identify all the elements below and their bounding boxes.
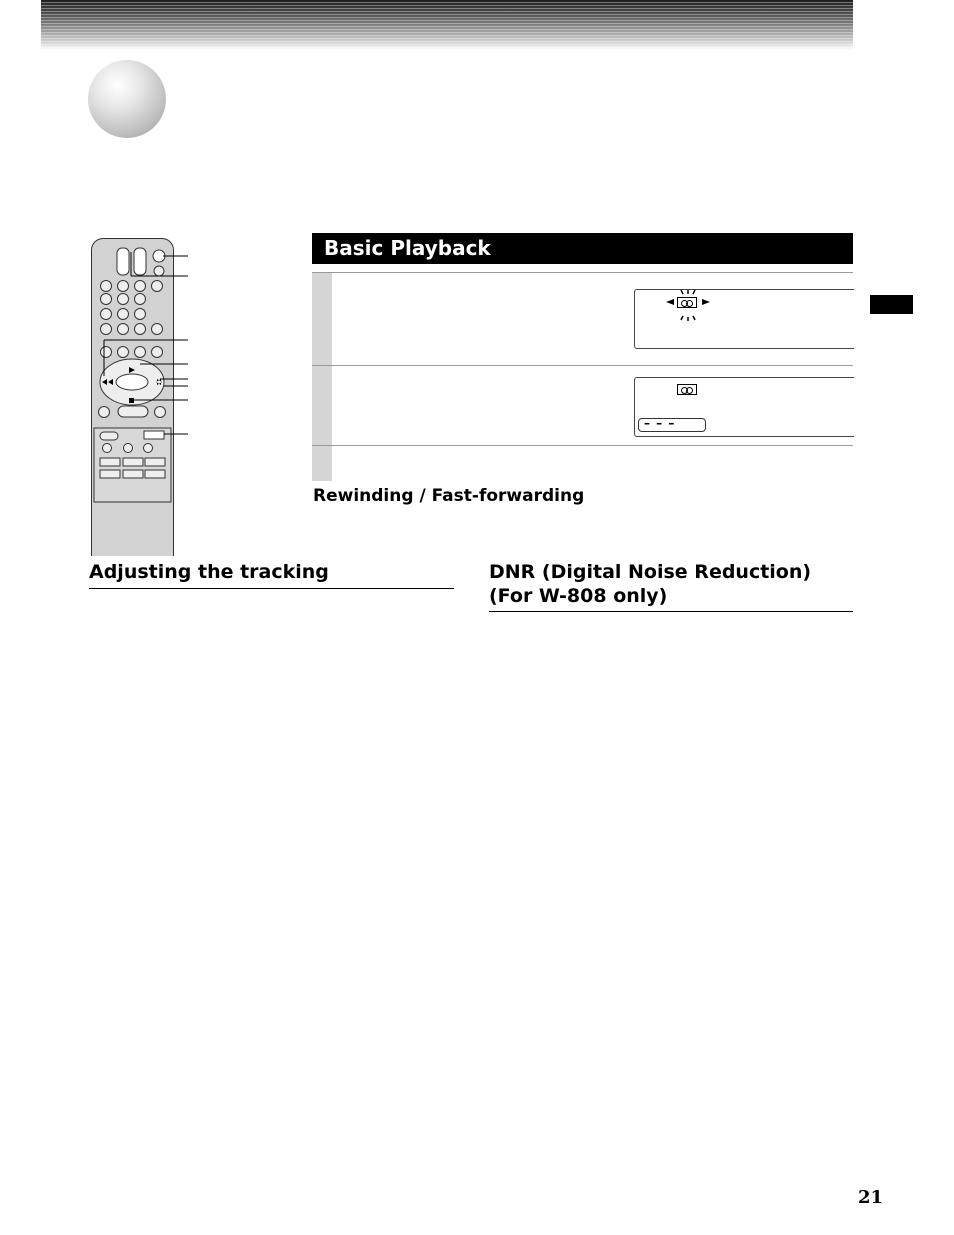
chapter-side-tab — [870, 295, 913, 314]
step-marker — [312, 445, 332, 481]
step-marker — [312, 365, 332, 445]
dnr-heading-line1: DNR (Digital Noise Reduction) — [489, 561, 812, 583]
tracking-underline — [89, 588, 454, 589]
counter-readout: – – – — [644, 416, 676, 430]
remote-details — [88, 236, 198, 558]
step-marker — [312, 272, 332, 365]
blink-rays-icon — [665, 290, 711, 324]
vcr-display-1 — [634, 289, 854, 349]
vcr-display-2 — [634, 377, 854, 437]
dnr-heading-line2: (For W-808 only) — [489, 585, 668, 607]
page-number: 21 — [858, 1187, 884, 1208]
dnr-underline — [489, 611, 853, 612]
counter-box — [638, 418, 706, 432]
cassette-icon — [677, 384, 697, 395]
tracking-heading: Adjusting the tracking — [89, 561, 329, 583]
divider — [312, 365, 853, 366]
section-title: Basic Playback — [324, 236, 491, 260]
divider — [312, 445, 853, 446]
header-gradient-band — [41, 0, 853, 50]
step-row-3 — [312, 445, 853, 481]
sphere-graphic — [88, 60, 166, 138]
divider — [312, 272, 853, 273]
rewinding-heading: Rewinding / Fast-forwarding — [313, 486, 585, 506]
